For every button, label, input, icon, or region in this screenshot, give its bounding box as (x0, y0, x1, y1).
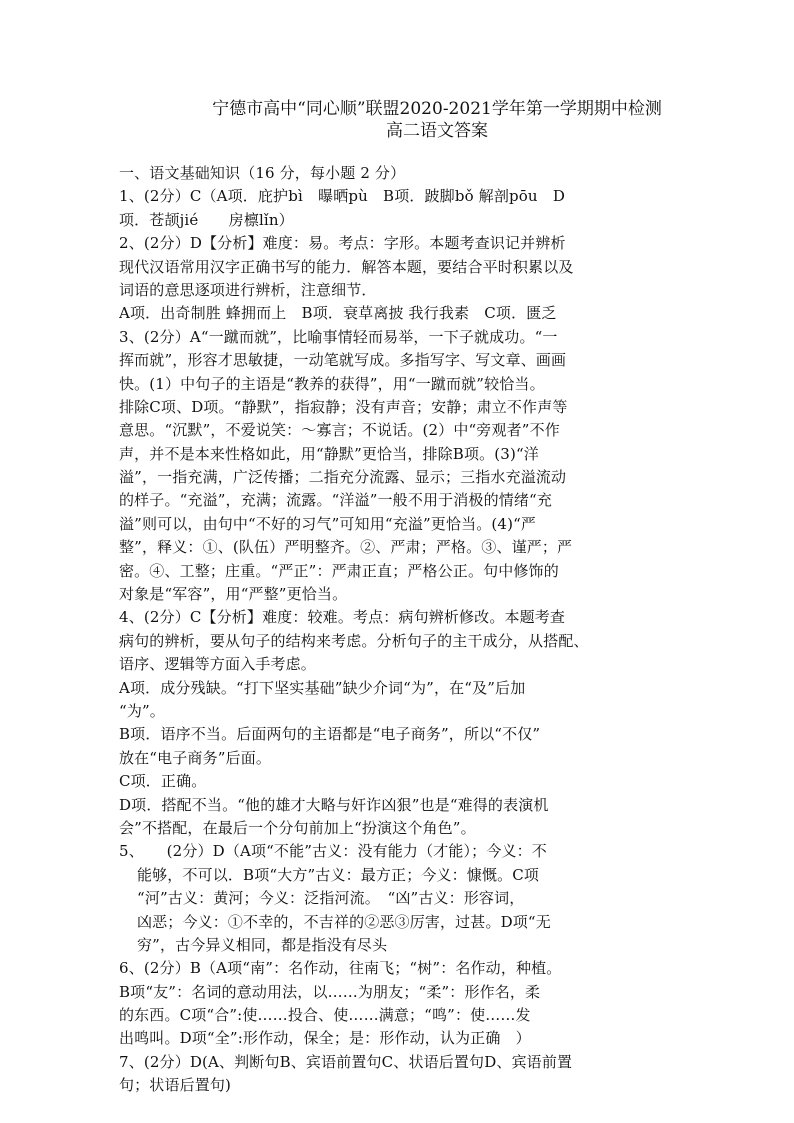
answer-3-line: 整”，释义：①、(队伍）严明整齐。②、严肃；严格。③、谨严；严 (119, 538, 573, 557)
answer-7-line: 7、(2分）D(A、判断句B、宾语前置句C、状语后置句D、宾语前置 (119, 1052, 573, 1071)
answer-4-line: B项．语序不当。后面两句的主语都是“电子商务”，所以“不仅” (119, 725, 541, 744)
answer-5-line: 凶恶；今义：①不幸的，不吉祥的②恶③厉害，过甚。D项“无 (137, 912, 551, 931)
answer-body (119, 162, 679, 1098)
document-subtitle: 高二语文答案 (386, 121, 488, 141)
answer-4-line: C项．正确。 (119, 772, 207, 791)
answer-6-line: B项“友”：名词的意动用法，以……为朋友；“柔”：形作名，柔 (119, 982, 541, 1001)
answer-4-line: 语序、逻辑等方面入手考虑。 (119, 655, 316, 674)
answer-3-line: 意思。“沉默”，不爱说笑：～寡言；不说话。(2）中“旁观者”不作 (119, 421, 560, 440)
answer-6-line: 6、(2分）B（A项“南”：名作动，往南飞；“树”：名作动，种植。 (119, 959, 562, 978)
answer-4-line: 会”不搭配，在最后一个分句前加上“扮演这个角色”。 (119, 818, 476, 837)
answer-3-line: 溢”，一指充满，广泛传播；二指充分流露、显示；三指水充溢流动 (119, 468, 567, 487)
answer-2-line: 2、(2分）D【分析】难度：易。考点：字形。本题考查识记并辨析 (119, 234, 566, 253)
answer-4-line: A项．成分残缺。“打下坚实基础”缺少介词“为”，在“及”后加 (119, 678, 526, 697)
answer-4-line: “为”。 (119, 701, 165, 720)
answer-3-line: 声，并不是本来性格如此，用“静默”更恰当，排除B项。(3)“洋 (119, 444, 539, 463)
answer-6-line: 的东西。C项“合”:使……投合、使……满意；“鸣”：使……发 (119, 1006, 531, 1025)
answer-3-line: 快。(1）中句子的主语是“教养的获得”，用“一蹴而就”较恰当。 (119, 374, 545, 393)
answer-2-line: A项．出奇制胜 蜂拥而上 B项．衰草离披 我行我素 C项．匮乏 (119, 304, 557, 323)
answer-4-line: 放在“电子商务”后面。 (119, 748, 271, 767)
answer-6-line: 出鸣叫。D项“全”:形作动，保全；是：形作动，认为正确 ） (119, 1029, 531, 1048)
answer-3-line: 的样子。“充溢”，充满；流露。“洋溢”一般不用于消极的情绪“充 (119, 491, 552, 510)
answer-3-line: 溢”则可以，由句中“不好的习气”可知用“充溢”更恰当。(4)“严 (119, 514, 537, 533)
answer-3-line: 3、(2分）A“一蹴而就”，比喻事情轻而易举，一下子就成功。“一 (119, 327, 558, 346)
answer-5-line: 穷”，古今异义相同，都是指没有尽头 (137, 935, 388, 954)
answer-5-line: “河”古义：黄河；今义：泛指河流。 “凶”古义：形容词， (137, 889, 525, 908)
answer-1-line: 1、(2分）C（A项．庇护bì 曝晒pù B项．跛脚bǒ 解剖pōu D (119, 187, 566, 206)
answer-2-line: 词语的意思逐项进行辨析，注意细节． (119, 280, 377, 299)
answer-4-line: 病句的辨析，要从句子的结构来考虑。分析句子的主干成分，从搭配、 (119, 631, 589, 650)
answer-7-line: 句；状语后置句) (119, 1076, 232, 1095)
answer-4-line: D项．搭配不当。“他的雄才大略与奸诈凶狠”也是“难得的表演机 (119, 795, 549, 814)
answer-5-line: 5、 (2分）D（A项“不能”古义：没有能力（才能）；今义：不 (119, 842, 547, 861)
answer-3-line: 排除C项、D项。“静默”，指寂静；没有声音；安静；肃立不作声等 (119, 397, 568, 416)
answer-4-line: 4、(2分）C【分析】难度：较难。考点：病句辨析修改。本题考查 (119, 608, 566, 627)
section-heading: 一、语文基础知识（16 分，每小题 2 分） (119, 164, 406, 182)
document-title: 宁德市高中“同心顺”联盟2020-2021学年第一学期期中检测 (212, 99, 662, 119)
answer-1-line: 项．苍颉jié 房檩lǐn） (119, 210, 294, 229)
answer-5-line: 能够，不可以．B项“大方”古义：最方正；今义：慷慨。C项 (137, 865, 540, 884)
answer-3-line: 对象是“军容”，用“严整”更恰当。 (119, 585, 348, 604)
answer-3-line: 密。④、工整；庄重。“严正”：严肃正直；严格公正。句中修饰的 (119, 561, 559, 580)
answer-3-line: 挥而就”，形容才思敏捷，一动笔就写成。多指写字、写文章、画画 (119, 351, 567, 370)
answer-2-line: 现代汉语常用汉字正确书写的能力．解答本题，要结合平时积累以及 (119, 257, 574, 276)
